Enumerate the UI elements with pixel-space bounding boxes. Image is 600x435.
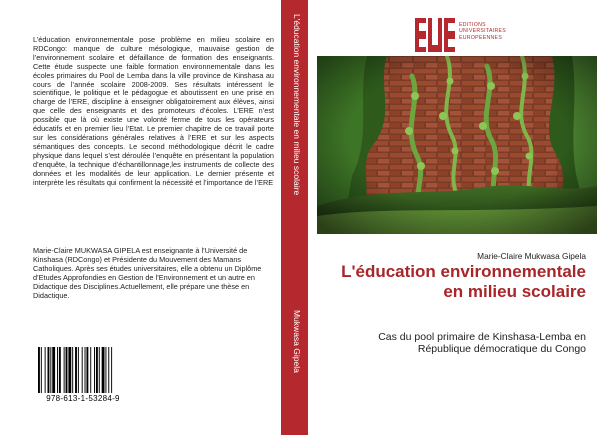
spine-author: Mukwasa Gipela bbox=[292, 310, 302, 373]
publisher-name: EDITIONS UNIVERSITAIRES EUROPEENNES bbox=[459, 22, 507, 41]
isbn-barcode bbox=[35, 346, 131, 407]
back-cover bbox=[30, 29, 279, 410]
cover-photo-ivy-brick-wall bbox=[317, 56, 597, 234]
publisher-logo bbox=[415, 18, 555, 54]
isbn-number: 978-613-1-53284-9 bbox=[46, 394, 120, 403]
front-title: L'éducation environnementale en milieu scolaire bbox=[341, 262, 586, 301]
ivy-brick-wall-image bbox=[317, 56, 597, 234]
front-cover bbox=[309, 0, 600, 435]
eue-logo-icon bbox=[415, 18, 455, 52]
front-author: Marie-Claire Mukwasa Gipela bbox=[477, 251, 586, 261]
spine-title: L'éducation environnementale en milieu scolaire bbox=[292, 14, 302, 196]
barcode-icon bbox=[35, 346, 131, 394]
author-biography: Marie-Claire MUKWASA GIPELA est enseignante à l’Université de Kinshasa (RDCongo) et Présidente du Mouvement des Mamans Catholiques. Après ses études universitaires, elle a obtenu un Diplôme d’Etudes Approfondies en Gestion de l’Environnement et un autre en Didactique des Disciplines.Actuellement, elle prépare une thèse en Didactique. bbox=[33, 246, 262, 300]
front-subtitle: Cas du pool primaire de Kinshasa-Lemba en République démocratique du Congo bbox=[378, 331, 586, 355]
book-spine bbox=[281, 0, 308, 435]
back-cover-blurb: L’éducation environnementale pose problème en milieu scolaire en RDCongo: manque de culture mésologique, mauvaise gestion de l’environnement scolaire et défaillance de formation des enseignants. Cette étude suspecte une faible formation environnementale dans les écoles primaires du Pool de Lemba dans la ville province de Kinshasa au cours de l’année scolaire 2008-2009. Ses résultats intéressent le scientifique, le politique et le pédagogue et aboutissent en une prise en charge de l’ERE, discipline à enseigner obligatoirement aux élèves, ainsi que celle des enseignants et des promoteurs d’écoles. L’ERE n’est possible que là où existe une volonté ferme de tous les opérateurs éducatifs et en premier lieu l’Etat. Le premier chapitre de ce travail porte sur les considérations générales relatives à l’ERE et sur les aspects sémantiques des concepts. Le second méthodologique décrit le cadre physique dans lequel s’est déroulée l’enquête en présentant la population d’enquête, la technique d’échantillonnage,les instruments de collecte des données et les modalités de leur application. Le dernier présente et interprète les résultats qui confirment la nécessité et l’importance de l’ERE bbox=[33, 35, 274, 187]
